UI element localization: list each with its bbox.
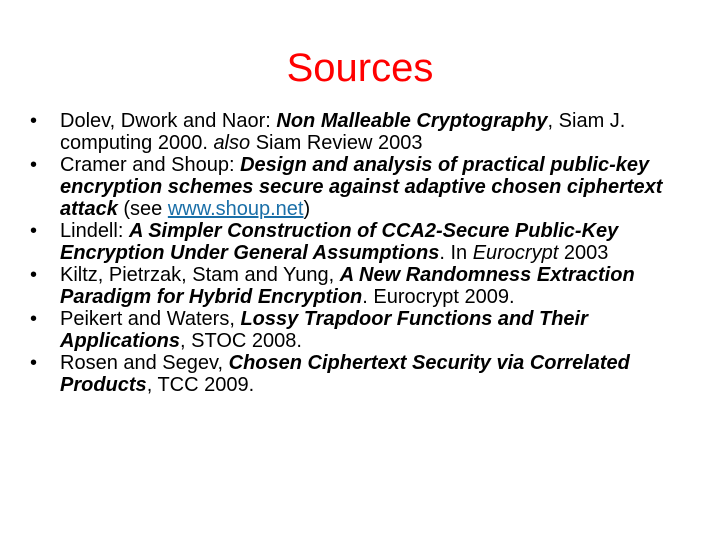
item-authors: Dolev, Dwork and Naor: (60, 110, 277, 132)
list-item (30, 220, 700, 264)
item-authors: Peikert and Waters, (60, 308, 241, 330)
item-title: A New Randomness Extraction Paradigm for Hybrid Encryption (60, 264, 635, 308)
item-authors: Rosen and Segev, (60, 352, 229, 374)
item-note: (see (117, 198, 168, 220)
list-item (30, 264, 700, 308)
slide-title: Sources (286, 46, 434, 90)
bullet-icon: • (30, 154, 38, 176)
item-title: Design and analysis of practical public-key encryption schemes secure against adaptive chosen ciphertext attack (60, 154, 663, 220)
list-item (30, 352, 700, 396)
item-title: Lossy Trapdoor Functions and Their Applications (60, 308, 588, 352)
item-venue-extra: Siam Review 2003 (250, 132, 423, 154)
bullet-icon: • (30, 308, 38, 330)
item-venue-prefix: . In (439, 242, 473, 264)
item-title: A Simpler Construction of CCA2-Secure Public-Key Encryption Under General Assumptions (60, 220, 619, 264)
item-note-close: ) (303, 198, 311, 220)
bullet-icon: • (30, 220, 38, 242)
item-also: also (213, 132, 251, 154)
sources-list (30, 110, 700, 396)
item-year: 2003 (558, 242, 609, 264)
list-item (30, 154, 700, 220)
item-title: Chosen Ciphertext Security via Correlated Products (60, 352, 630, 396)
bullet-icon: • (30, 110, 38, 132)
bullet-icon: • (30, 352, 38, 374)
list-item (30, 110, 700, 154)
shoup-link[interactable]: www.shoup.net (167, 198, 304, 220)
item-venue: , TCC 2009. (146, 374, 255, 396)
item-title: Non Malleable Cryptography (276, 110, 548, 132)
item-venue: , STOC 2008. (180, 330, 302, 352)
item-venue: , Siam J. computing 2000. (60, 110, 626, 154)
item-authors: Cramer and Shoup: (60, 154, 241, 176)
list-item (30, 308, 700, 352)
item-authors: Lindell: (60, 220, 129, 242)
item-venue: Eurocrypt (472, 242, 559, 264)
bullet-icon: • (30, 264, 38, 286)
item-authors: Kiltz, Pietrzak, Stam and Yung, (60, 264, 340, 286)
item-venue: . Eurocrypt 2009. (362, 286, 515, 308)
